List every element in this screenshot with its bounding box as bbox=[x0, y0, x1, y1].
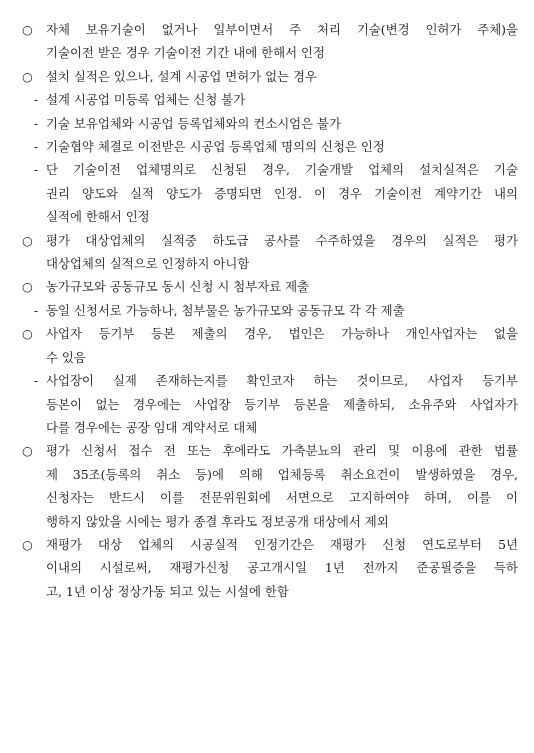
text-line: 실적에 한해서 인정 bbox=[46, 209, 150, 225]
text-line: 재평가 대상 업체의 시공실적 인정기간은 재평가 신청 연도로부터 5년 bbox=[46, 536, 518, 552]
text-line: 평가 대상업체의 실적중 하도급 공사를 수주하였을 경우의 실적은 평가 bbox=[46, 232, 518, 248]
circle-bullet: ○ bbox=[22, 536, 33, 552]
list-item bbox=[22, 322, 518, 369]
text-line: 다를 경우에는 공장 임대 계약서로 대체 bbox=[46, 419, 258, 435]
document-body bbox=[22, 18, 518, 603]
list-item bbox=[22, 158, 518, 228]
list-item bbox=[22, 88, 518, 111]
text-line: 사업자 등기부 등본 제출의 경우, 법인은 가능하나 개인사업자는 없을 bbox=[46, 326, 518, 342]
list-item bbox=[22, 229, 518, 276]
circle-bullet: ○ bbox=[22, 232, 33, 248]
text-line: 기술이전 받은 경우 기술이전 기간 내에 한해서 인정 bbox=[46, 45, 325, 61]
dash-bullet: - bbox=[34, 162, 39, 178]
dash-bullet: - bbox=[34, 92, 39, 108]
circle-bullet: ○ bbox=[22, 279, 33, 295]
text-line: 기술 보유업체와 시공업 등록업체와의 컨소시엄은 불가 bbox=[46, 115, 341, 131]
text-line: 단 기술이전 업체명의로 신청된 경우, 기술개발 업체의 설치실적은 기술 bbox=[46, 162, 518, 178]
text-line: 사업장이 실제 존재하는지를 확인코자 하는 것이므로, 사업자 등기부 bbox=[46, 373, 518, 389]
text-line: 이내의 시설로써, 재평가신청 공고개시일 1년 전까지 준공필증을 득하 bbox=[46, 560, 518, 576]
dash-bullet: - bbox=[34, 302, 39, 318]
list-item bbox=[22, 369, 518, 439]
circle-bullet: ○ bbox=[22, 68, 33, 84]
text-line: 평가 신청서 접수 전 또는 후에라도 가축분뇨의 관리 및 이용에 관한 법률 bbox=[46, 443, 518, 459]
list-item bbox=[22, 439, 518, 533]
text-line: 신청자는 반드시 이를 전문위원회에 서면으로 고지하여야 하며, 이를 이 bbox=[46, 490, 518, 506]
text-line: 고, 1년 이상 정상가동 되고 있는 시설에 한함 bbox=[46, 583, 289, 599]
list-item bbox=[22, 112, 518, 135]
text-line: 행하지 않았을 시에는 평가 종결 후라도 정보공개 대상에서 제외 bbox=[46, 513, 389, 529]
text-line: 제 35조(등록의 취소 등)에 의해 업체등록 취소요건이 발생하였을 경우, bbox=[46, 466, 518, 482]
dash-bullet: - bbox=[34, 115, 39, 131]
text-line: 권리 양도와 실적 양도가 증명되면 인정. 이 경우 기술이전 계약기간 내의 bbox=[46, 185, 518, 201]
circle-bullet: ○ bbox=[22, 443, 33, 459]
text-line: 대상업체의 실적으로 인정하지 아니함 bbox=[46, 256, 250, 272]
text-line: 수 있음 bbox=[46, 349, 86, 365]
list-item bbox=[22, 533, 518, 603]
circle-bullet: ○ bbox=[22, 22, 33, 37]
list-item bbox=[22, 65, 518, 88]
list-item bbox=[22, 18, 518, 65]
list-item bbox=[22, 275, 518, 298]
text-line: 등본이 없는 경우에는 사업장 등기부 등본을 제출하되, 소유주와 사업자가 bbox=[46, 396, 518, 412]
text-line: 자체 보유기술이 없거나 일부이면서 주 처리 기술(변경 인허가 주체)을 bbox=[46, 22, 518, 37]
list-item bbox=[22, 135, 518, 158]
text-line: 기술협약 체결로 이전받은 시공업 등록업체 명의의 신청은 인정 bbox=[46, 139, 385, 155]
circle-bullet: ○ bbox=[22, 326, 33, 342]
list-item bbox=[22, 299, 518, 322]
text-line: 설치 실적은 있으나, 설계 시공업 면허가 없는 경우 bbox=[46, 68, 317, 84]
dash-bullet: - bbox=[34, 373, 39, 389]
text-line: 농가규모와 공동규모 동시 신청 시 첨부자료 제출 bbox=[46, 279, 310, 295]
text-line: 동일 신청서로 가능하나, 첨부물은 농가규모와 공동규모 각 각 제출 bbox=[46, 302, 405, 318]
dash-bullet: - bbox=[34, 139, 39, 155]
text-line: 설계 시공업 미등록 업체는 신청 불가 bbox=[46, 92, 246, 108]
